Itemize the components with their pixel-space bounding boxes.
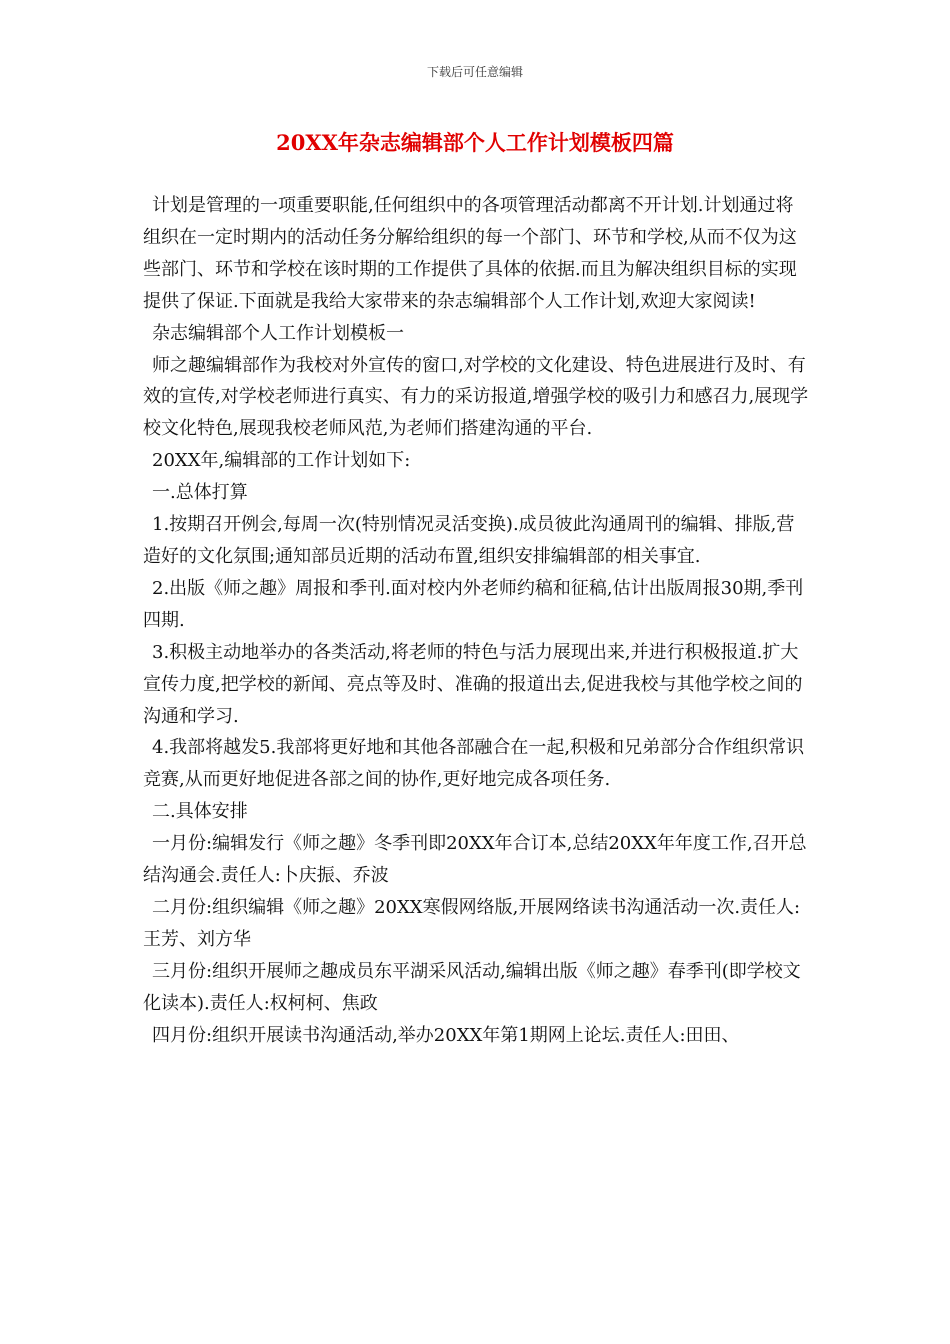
paragraph-department-intro: 师之趣编辑部作为我校对外宣传的窗口,对学校的文化建设、特色进展进行及时、有效的宣传,对学校老师进行真实、有力的采访报道,增强学校的吸引力和感召力,展现学校文化特色,展现我校老师风范,为老师们搭建沟通的平台. — [143, 354, 809, 440]
paragraph-section-heading: 杂志编辑部个人工作计划模板一 — [152, 322, 404, 344]
paragraph-item-4: 4.我部将越发5.我部将更好地和其他各部融合在一起,积极和兄弟部分合作组织常识竞赛,从而更好地促进各部之间的协作,更好地完成各项任务. — [143, 737, 805, 791]
paragraph-item-2: 2.出版《师之趣》周报和季刊.面对校内外老师约稿和征稿,估计出版周报30期,季刊四期. — [143, 577, 804, 631]
page-header-note: 下载后可任意编辑 — [426, 65, 523, 79]
paragraph-plan-lead: 20XX年,编辑部的工作计划如下: — [152, 450, 411, 472]
paragraph-april: 四月份:组织开展读书沟通活动,举办20XX年第1期网上论坛.责任人:田田、 — [152, 1024, 740, 1046]
paragraph-overall-plan-heading: 一.总体打算 — [152, 482, 248, 504]
paragraph-february: 二月份:组织编辑《师之趣》20XX寒假网络版,开展网络读书沟通活动一次.责任人:王芳、刘方华 — [143, 896, 801, 950]
paragraph-item-3: 3.积极主动地举办的各类活动,将老师的特色与活力展现出来,并进行积极报道.扩大宣传力度,把学校的新闻、亮点等及时、准确的报道出去,促进我校与其他学校之间的沟通和学习. — [143, 641, 803, 727]
paragraph-intro: 计划是管理的一项重要职能,任何组织中的各项管理活动都离不开计划.计划通过将组织在一定时期内的活动任务分解给组织的每一个部门、环节和学校,从而不仅为这些部门、环节和学校在该时期的工作提供了具体的依据.而且为解决组织目标的实现提供了保证.下面就是我给大家带来的杂志编辑部个人工作计划,欢迎大家阅读! — [143, 195, 797, 312]
paragraph-specific-heading: 二.具体安排 — [152, 801, 248, 823]
paragraph-item-1: 1.按期召开例会,每周一次(特别情况灵活变换).成员彼此沟通周刊的编辑、排版,营造好的文化氛围;通知部员近期的活动布置,组织安排编辑部的相关事宜. — [143, 514, 795, 567]
paragraph-january: 一月份:编辑发行《师之趣》冬季刊即20XX年合订本,总结20XX年年度工作,召开总结沟通会.责任人:卜庆振、乔波 — [143, 833, 807, 887]
paragraph-march: 三月份:组织开展师之趣成员东平湖采风活动,编辑出版《师之趣》春季刊(即学校文化读本).责任人:权柯柯、焦政 — [143, 960, 801, 1014]
document-title: 20XX年杂志编辑部个人工作计划模板四篇 — [276, 130, 674, 155]
document-body — [143, 190, 811, 1051]
